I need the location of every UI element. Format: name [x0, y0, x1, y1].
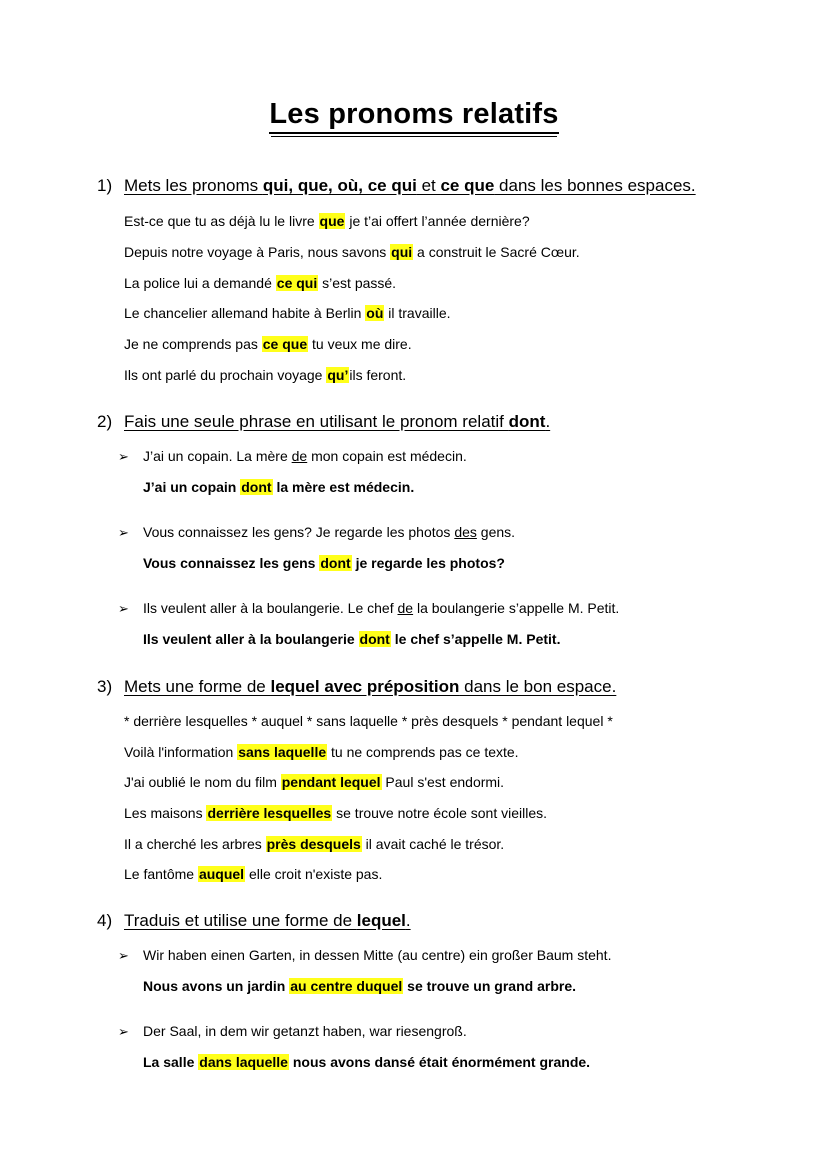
arrow-bullet-icon: ➢ [118, 1024, 129, 1039]
arrow-bullet-icon: ➢ [118, 449, 129, 464]
s3-sentence-1: Voilà l'information sans laquelle tu ne comprends pas ce texte. [124, 744, 519, 760]
s2-answer-1: J’ai un copain dont la mère est médecin. [143, 479, 415, 495]
s3-sentence-4: Il a cherché les arbres près desquels il avait caché le trésor. [124, 836, 505, 852]
arrow-bullet-icon: ➢ [118, 601, 129, 616]
s2-answer-2: Vous connaissez les gens dont je regarde les photos? [143, 555, 505, 571]
s4-question-1: Wir haben einen Garten, in dessen Mitte (au centre) ein großer Baum steht. [143, 947, 612, 963]
s4-question-2: Der Saal, in dem wir getanzt haben, war riesengroß. [143, 1023, 467, 1039]
section-4-heading: 4) Traduis et utilise une forme de lequel. [97, 911, 411, 930]
s2-answer-3: Ils veulent aller à la boulangerie dont le chef s’appelle M. Petit. [143, 631, 561, 647]
s3-sentence-5: Le fantôme auquel elle croit n'existe pas. [124, 866, 383, 882]
page-title: Les pronoms relatifs [0, 98, 828, 134]
s1-sentence-6: Ils ont parlé du prochain voyage qu’ils feront. [124, 367, 407, 383]
s3-sentence-3: Les maisons derrière lesquelles se trouve notre école sont vieilles. [124, 805, 548, 821]
s1-sentence-4: Le chancelier allemand habite à Berlin où il travaille. [124, 305, 451, 321]
arrow-bullet-icon: ➢ [118, 525, 129, 540]
s1-sentence-5: Je ne comprends pas ce que tu veux me dire. [124, 336, 412, 352]
s1-sentence-3: La police lui a demandé ce qui s’est passé. [124, 275, 397, 291]
s1-sentence-2: Depuis notre voyage à Paris, nous savons qui a construit le Sacré Cœur. [124, 244, 580, 260]
section-3-heading: 3) Mets une forme de lequel avec préposition dans le bon espace. [97, 677, 617, 696]
s2-question-1: J’ai un copain. La mère de mon copain est médecin. [143, 448, 467, 464]
s3-sentence-2: J'ai oublié le nom du film pendant lequel Paul s'est endormi. [124, 774, 505, 790]
s4-answer-2: La salle dans laquelle nous avons dansé était énormément grande. [143, 1054, 591, 1070]
s2-question-3: Ils veulent aller à la boulangerie. Le chef de la boulangerie s’appelle M. Petit. [143, 600, 620, 616]
section-1-heading: 1) Mets les pronoms qui, que, où, ce qui et ce que dans les bonnes espaces. [97, 176, 696, 195]
arrow-bullet-icon: ➢ [118, 948, 129, 963]
s1-sentence-1: Est-ce que tu as déjà lu le livre que je t’ai offert l’année dernière? [124, 213, 530, 229]
section-2-heading: 2) Fais une seule phrase en utilisant le pronom relatif dont. [97, 412, 551, 431]
s4-answer-1: Nous avons un jardin au centre duquel se trouve un grand arbre. [143, 978, 576, 994]
s2-question-2: Vous connaissez les gens? Je regarde les photos des gens. [143, 524, 516, 540]
s3-word-bank: * derrière lesquelles * auquel * sans laquelle * près desquels * pendant lequel * [124, 713, 613, 729]
